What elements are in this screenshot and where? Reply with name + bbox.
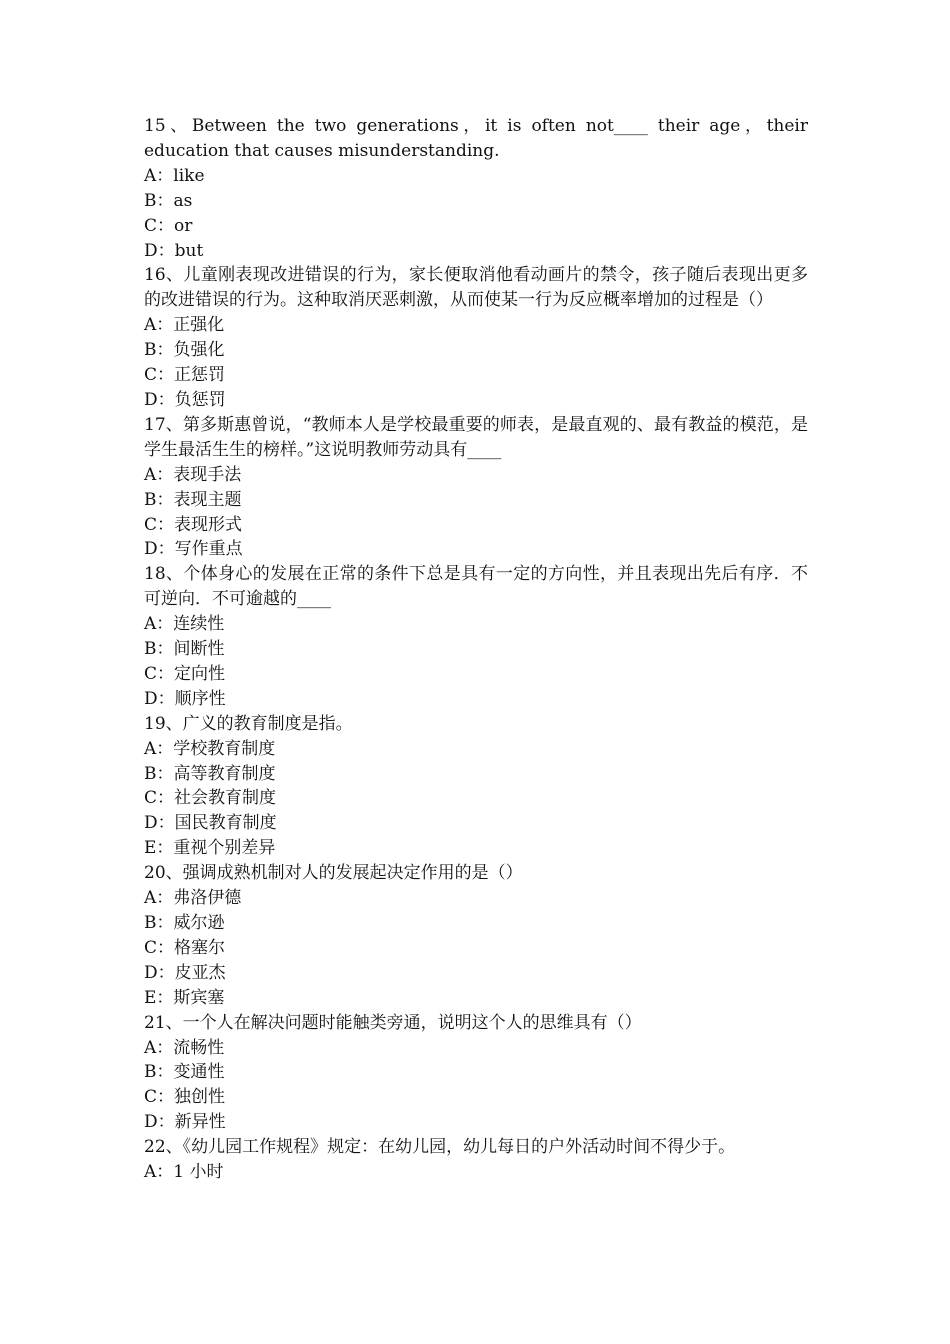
- answer-option: D：顺序性: [144, 688, 226, 709]
- answer-option: C：独创性: [144, 1087, 226, 1108]
- question-text: 19、广义的教育制度是指。: [144, 713, 353, 734]
- answer-option: D：but: [144, 240, 204, 261]
- answer-option: B：负强化: [144, 340, 225, 361]
- answer-option: A：正强化: [144, 315, 225, 336]
- answer-option: D：负惩罚: [144, 389, 226, 410]
- answer-option: D：写作重点: [144, 539, 243, 560]
- answer-option: A：弗洛伊德: [144, 888, 242, 909]
- question-text: 20、强调成熟机制对人的发展起决定作用的是（）: [144, 863, 523, 884]
- question-block: [144, 861, 808, 1010]
- answer-option: E：重视个别差异: [144, 838, 276, 859]
- answer-option: B：表现主题: [144, 489, 242, 510]
- answer-option: A：like: [144, 165, 205, 186]
- question-list: [144, 114, 814, 1185]
- question-text: 18、个体身心的发展在正常的条件下总是具有一定的方向性，并且表现出先后有序．不可逆向．不可逾越的____: [144, 564, 808, 610]
- answer-option: C：定向性: [144, 663, 226, 684]
- question-text: 17、第多斯惠曾说，“教师本人是学校最重要的师表，是最直观的、最有教益的模范，是学生最活生生的榜样。”这说明教师劳动具有____: [144, 414, 808, 460]
- question-block: [144, 413, 808, 562]
- answer-option: C：格塞尔: [144, 937, 226, 958]
- answer-option: A：连续性: [144, 614, 225, 635]
- answer-option: A：表现手法: [144, 464, 242, 485]
- question-block: [144, 562, 808, 711]
- question-block: [144, 114, 814, 263]
- question-text: 22、《幼儿园工作规程》规定：在幼儿园，幼儿每日的户外活动时间不得少于。: [144, 1137, 736, 1158]
- answer-option: A：学校教育制度: [144, 738, 276, 759]
- question-text: 15、Between the two generations，it is often not____ their age，their education that causes misunderstanding.: [144, 116, 814, 161]
- answer-option: D：新异性: [144, 1112, 226, 1133]
- answer-option: C：or: [144, 215, 193, 236]
- question-text: 16、儿童刚表现改进错误的行为，家长便取消他看动画片的禁令，孩子随后表现出更多的改进错误的行为。这种取消厌恶刺激，从而使某一行为反应概率增加的过程是（）: [144, 265, 808, 311]
- answer-option: E：斯宾塞: [144, 987, 225, 1008]
- answer-option: D：皮亚杰: [144, 962, 226, 983]
- answer-option: B：高等教育制度: [144, 763, 276, 784]
- answer-option: A：流畅性: [144, 1037, 225, 1058]
- answer-option: B：威尔逊: [144, 913, 225, 933]
- answer-option: C：表现形式: [144, 514, 243, 535]
- answer-option: D：国民教育制度: [144, 813, 277, 834]
- answer-option: C：社会教育制度: [144, 788, 277, 809]
- answer-option: C：正惩罚: [144, 365, 226, 386]
- question-block: [144, 263, 808, 412]
- question-block: [144, 712, 808, 861]
- question-block: [144, 1011, 808, 1136]
- answer-option: A：1 小时: [144, 1162, 224, 1183]
- answer-option: B：变通性: [144, 1062, 225, 1083]
- answer-option: B：间断性: [144, 639, 225, 660]
- answer-option: B：as: [144, 190, 193, 211]
- question-text: 21、一个人在解决问题时能触类旁通，说明这个人的思维具有（）: [144, 1012, 642, 1033]
- question-block: [144, 1135, 808, 1185]
